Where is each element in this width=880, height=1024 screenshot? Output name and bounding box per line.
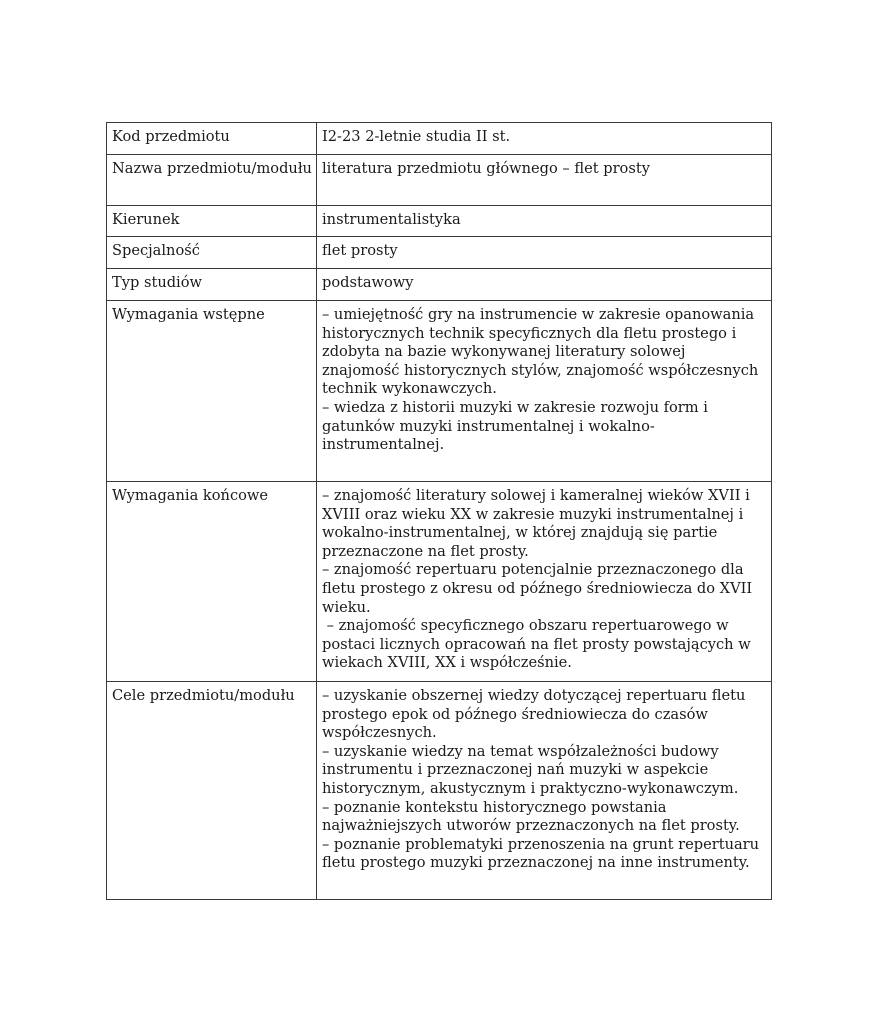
row-field — [107, 206, 772, 237]
label-prerequisites: Wymagania wstępne — [107, 301, 317, 482]
goal-item: – uzyskanie wiedzy na temat współzależności budowy instrumentu i przeznaczonej nań muzyki w aspekcie historycznym, akustycznym i praktyczno-wykonawczym. — [322, 742, 739, 797]
goal-item: – uzyskanie obszernej wiedzy dotyczącej repertuaru fletu prostego epok od późnego średniowiecza do czasów współczesnych. — [322, 687, 751, 742]
syllabus-sheet — [106, 122, 771, 900]
row-prerequisites — [107, 301, 772, 482]
row-final-requirements — [107, 482, 772, 682]
label-specialty: Specjalność — [107, 237, 317, 269]
row-course-goals — [107, 682, 772, 900]
prerequisite-item: – umiejętność gry na instrumencie w zakresie opanowania historycznych technik specyficznych dla fletu prostego i zdobyta na bazie wykonywanej literatury solowej znajomość historycznych stylów, znajomość współczesnych technik wykonawczych. — [322, 306, 763, 398]
row-specialty — [107, 237, 772, 269]
value-course-name — [317, 155, 772, 206]
final-requirement-item: – znajomość literatury solowej i kameralnej wieków XVII i XVIII oraz wieku XX w zakresie muzyki instrumentalnej i wokalno-instrumentalnej, w której znajdują się partie przeznaczone na flet prosty. — [322, 487, 755, 560]
value-study-type — [317, 269, 772, 301]
value-prerequisites — [317, 301, 772, 482]
value-course-goals — [317, 682, 772, 900]
final-requirement-item: – znajomość repertuaru potencjalnie przeznaczonego dla fletu prostego z okresu od późnego średniowiecza do XVII wieku. — [322, 561, 757, 616]
row-course-code — [107, 123, 772, 155]
study-type-text: podstawowy — [322, 274, 414, 291]
label-course-code: Kod przedmiotu — [107, 123, 317, 155]
syllabus-table — [106, 122, 772, 900]
value-field — [317, 206, 772, 237]
label-course-goals: Cele przedmiotu/modułu — [107, 682, 317, 900]
value-final-requirements — [317, 482, 772, 682]
prerequisite-item: – wiedza z historii muzyki w zakresie rozwoju form i gatunków muzyki instrumentalnej i wokalno-instrumentalnej. — [322, 398, 713, 454]
course-code-text: I2-23 2-letnie studia II st. — [322, 128, 511, 145]
row-study-type — [107, 269, 772, 301]
goal-item: – poznanie problematyki przenoszenia na grunt repertuaru fletu prostego muzyki przeznaczonej na inne instrumenty. — [322, 835, 764, 872]
goal-item: – poznanie kontekstu historycznego powstania najważniejszych utworów przeznaczonych na flet prosty. — [322, 798, 740, 835]
label-final-requirements: Wymagania końcowe — [107, 482, 317, 682]
course-name-text: literatura przedmiotu głównego – flet prosty — [322, 160, 650, 177]
value-course-code — [317, 123, 772, 155]
label-study-type: Typ studiów — [107, 269, 317, 301]
field-text: instrumentalistyka — [322, 211, 461, 228]
row-course-name — [107, 155, 772, 206]
label-course-name: Nazwa przedmiotu/modułu — [107, 155, 317, 206]
label-field: Kierunek — [107, 206, 317, 237]
specialty-text: flet prosty — [322, 242, 398, 259]
value-specialty — [317, 237, 772, 269]
final-requirement-item: – znajomość specyficznego obszaru repertuarowego w postaci licznych opracowań na flet prosty powstających w wiekach XVIII, XX i współcześnie. — [322, 617, 756, 672]
